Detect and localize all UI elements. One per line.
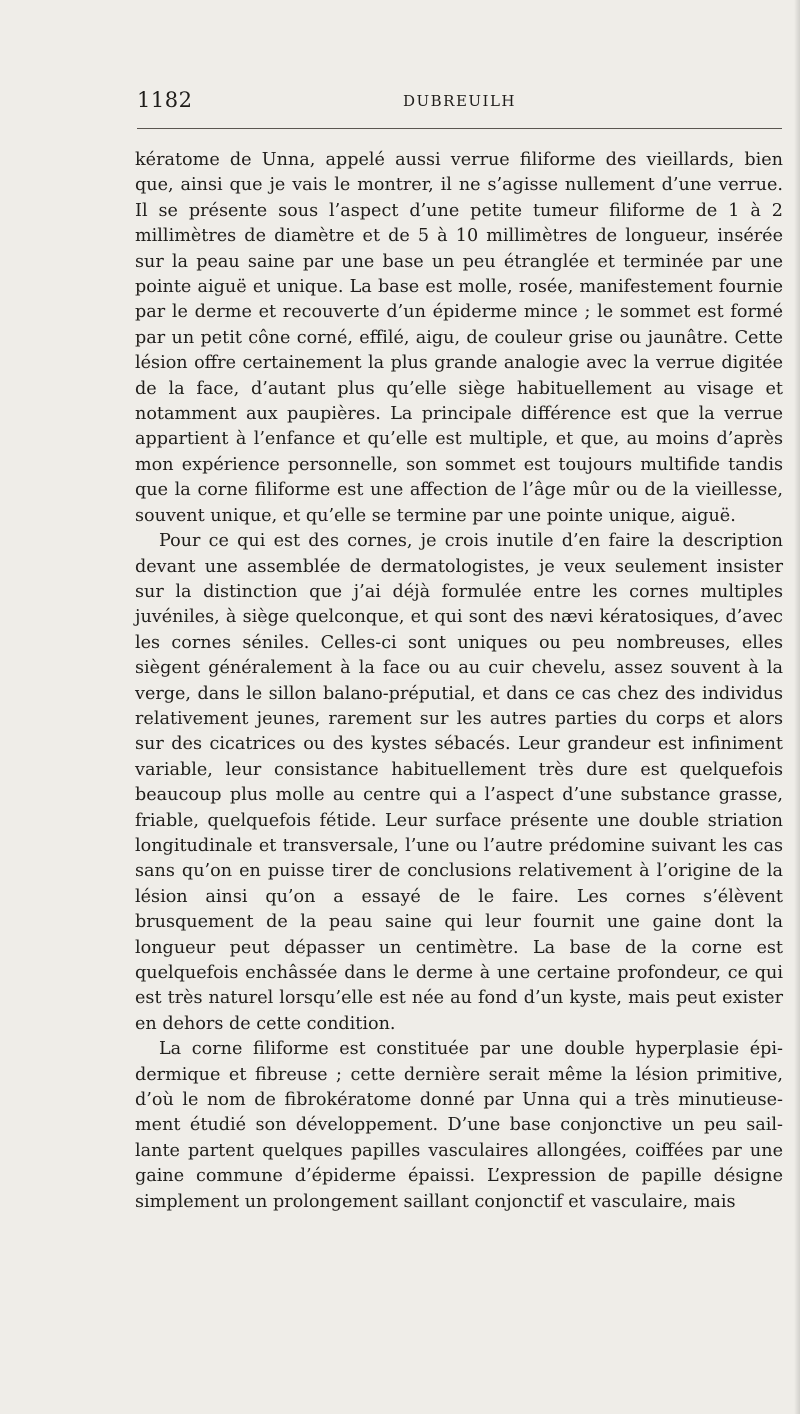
- paragraph-corne-filiforme: La corne filiforme est constituée par une double hyperplasie épidermique et fibreuse ; cette dernière serait même la lésion primitive, d’où le nom de fibrokératome donné par Unna qui a très minutieusement étudié son développement. D’une base conjonctive un peu saillante partent quelques papilles vasculaires allongées, coiffées par une gaine commune d’épiderme épaissi. L’expression de papille désigne simplement un prolongement saillant conjonctif et vasculaire, mais: [135, 1039, 783, 1212]
- running-head: DUBREUILH: [402, 92, 517, 110]
- page-header: [137, 88, 782, 118]
- body-text: [135, 148, 783, 1215]
- page-edge-shadow: [794, 0, 800, 1414]
- paragraph-cornes: Pour ce qui est des cornes, je crois inutile d’en faire la description devant une assemblée de dermatologistes, je veux seulement insister sur la distinction que j’ai déjà formulée entre les cornes multiples juvéniles, à siège quelconque, et qui sont des nævi kératosiques, d’avec les cornes séniles. Celles-ci sont uniques ou peu nombreuses, elles siègent généralement à la face ou au cuir chevelu, assez souvent à la verge, dans le sillon balano-préputial, et dans ce cas chez des individus relativement jeunes, rarement sur les autres parties du corps et alors sur des cicatrices ou des kystes sébacés. Leur grandeur est infiniment variable, leur consistance habituellement très dure est quelquefois beaucoup plus molle au centre qui a l’aspect d’une substance grasse, friable, quelquefois fétide. Leur surface présente une double striation longitudinale et transversale, l’une ou l’autre prédomine suivant les cas sans qu’on en puisse tirer de conclusions relativement à l’origine de la lésion ainsi qu’on a essayé de le faire. Les cornes s’élèvent brusquement de la peau saine qui leur fournit une gaine dont la longueur peut dépasser un centimètre. La base de la corne est quelquefois enchâssée dans le derme à une certaine profondeur, ce qui est très naturel lorsqu’elle est née au fond d’un kyste, mais peut exister en dehors de cette condition.: [135, 531, 783, 1034]
- paragraph-continued: kératome de Unna, appelé aussi verrue filiforme des vieillards, bien que, ainsi que je vais le montrer, il ne s’agisse nullement d’une verrue. Il se présente sous l’aspect d’une petite tumeur filiforme de 1 à 2 millimètres de diamètre et de 5 à 10 millimètres de longueur, insérée sur la peau saine par une base un peu étranglée et terminée par une pointe aiguë et unique. La base est molle, rosée, manifestement fournie par le derme et recouverte d’un épiderme mince ; le sommet est formé par un petit cône corné, effilé, aigu, de couleur grise ou jaunâtre. Cette lésion offre certainement la plus grande analogie avec la verrue digitée de la face, d’autant plus qu’elle siège habituellement au visage et notamment aux paupières. La principale différence est que la verrue appartient à l’enfance et qu’elle est multiple, et que, au moins d’après mon expérience personnelle, son sommet est toujours multifide tandis que la corne filiforme est une affection de l’âge mûr ou de la vieillesse, souvent unique, et qu’elle se termine par une pointe unique, aiguë.: [135, 150, 783, 526]
- header-rule: [137, 128, 782, 129]
- page-number: 1182: [137, 88, 193, 112]
